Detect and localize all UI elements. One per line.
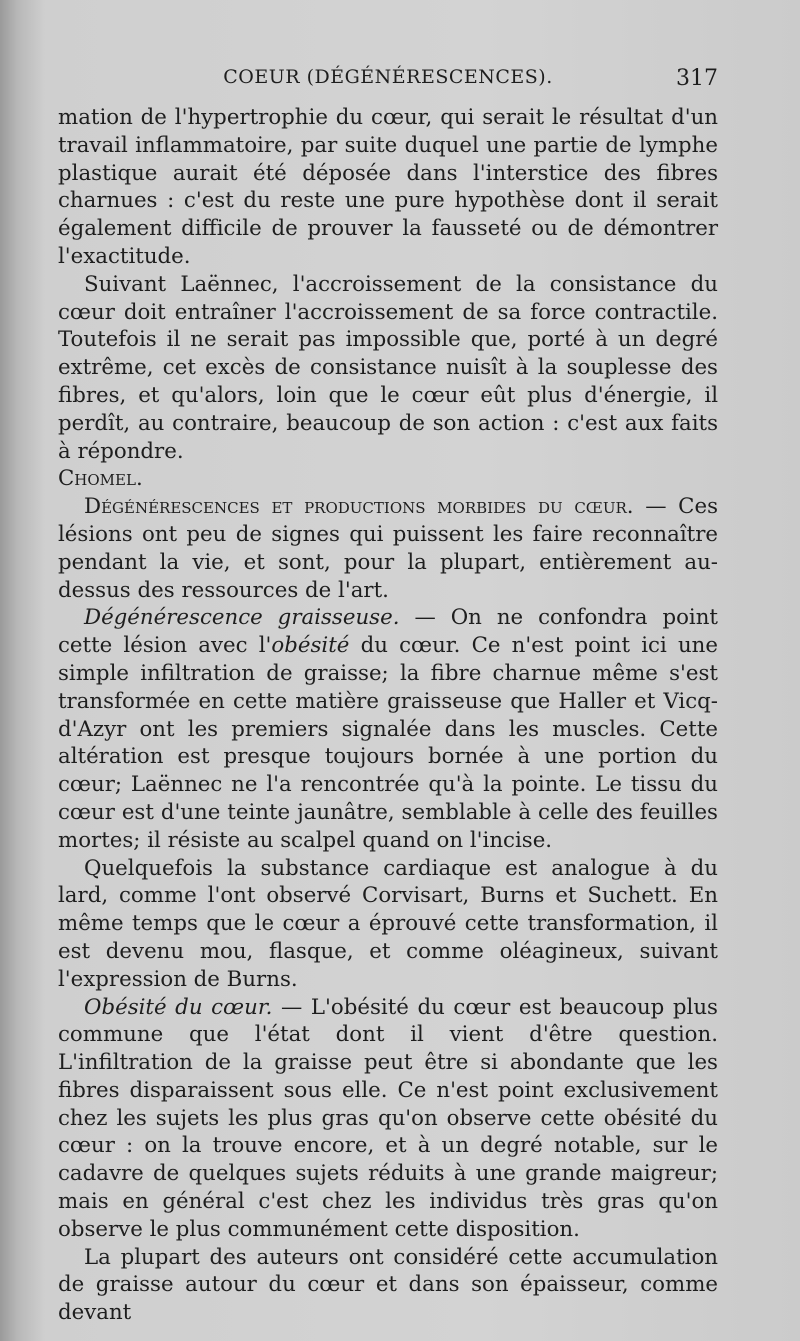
section-heading-graisseuse: Dégénérescence graisseuse. xyxy=(84,605,400,631)
paragraph-6 xyxy=(58,994,718,1244)
running-head: COEUR (DÉGÉNÉRESCENCES). xyxy=(223,66,553,88)
paragraph-6-body: — L'obésité du cœur est beaucoup plus commune que l'état dont il vient d'être question. L'infiltration de la graisse peut être si abondante que les fibres disparaissent sous elle. Ce n'est point exclusivement chez les sujets les plus gras qu'on observe cette obésité du cœur : on la trouve encore, et à un degré notable, sur le cadavre de quelques sujets réduits à une grande maigreur; mais en général c'est chez les individus très gras qu'on observe le plus communément cette disposition. xyxy=(58,994,718,1242)
paragraph-1: mation de l'hypertrophie du cœur, qui serait le résultat d'un travail inflammatoire, par suite duquel une partie de lymphe plastique aurait été déposée dans l'interstice des fibres charnues : c'est du reste une pure hypothèse dont il serait également difficile de prouver la fausseté ou de démontrer l'exactitude. xyxy=(58,105,718,269)
paragraph-4-emphasis: obésité xyxy=(271,633,350,659)
body-text xyxy=(58,104,718,1327)
paragraph-4-part-b: du cœur. Ce n'est point ici une simple infiltration de graisse; la fibre charnue même s'est transformée en cette matière graisseuse que Haller et Vicq-d'Azyr ont les premiers signalée dans les muscles. Cette altération est presque toujours bornée à une portion du cœur; Laënnec ne l'a rencontrée qu'à la pointe. Le tissu du cœur est d'une teinte jaunâtre, semblable à celle des feuilles mortes; il résiste au scalpel quand on l'incise. xyxy=(58,633,719,853)
author-signature: Chomel. xyxy=(58,466,143,492)
section-heading-degenerescences: Dégénérescences et productions morbides du cœur. xyxy=(84,494,634,520)
section-heading-obesite: Obésité du cœur. xyxy=(84,994,273,1020)
paragraph-3-body: — Ces lésions ont peu de signes qui puissent les faire reconnaître pendant la vie, et sont, pour la plupart, entièrement au-dessus des ressources de l'art. xyxy=(58,494,718,603)
paragraph-3 xyxy=(58,493,718,604)
paragraph-4 xyxy=(58,604,718,854)
paragraph-7: La plupart des auteurs ont considéré cette accumulation de graisse autour du cœur et dans son épaisseur, comme devant xyxy=(58,1244,718,1326)
page-number: 317 xyxy=(676,66,718,91)
paragraph-2: Suivant Laënnec, l'accroissement de la consistance du cœur doit entraîner l'accroissement de sa force contractile. Toutefois il ne serait pas impossible que, porté à un degré extrême, cet excès de consistance nuisît à la souplesse des fibres, et qu'alors, loin que le cœur eût plus d'énergie, il perdît, au contraire, beaucoup de son action : c'est aux faits à répondre. xyxy=(58,271,718,464)
paragraph-4-part-a: — On ne confondra point cette lésion avec l' xyxy=(58,605,718,659)
paragraph-5: Quelquefois la substance cardiaque est analogue à du lard, comme l'ont observé Corvisart, Burns et Suchett. En même temps que le cœur a éprouvé cette transformation, il est devenu mou, flasque, et comme oléagineux, suivant l'expression de Burns. xyxy=(58,855,718,992)
page-header xyxy=(58,66,718,102)
